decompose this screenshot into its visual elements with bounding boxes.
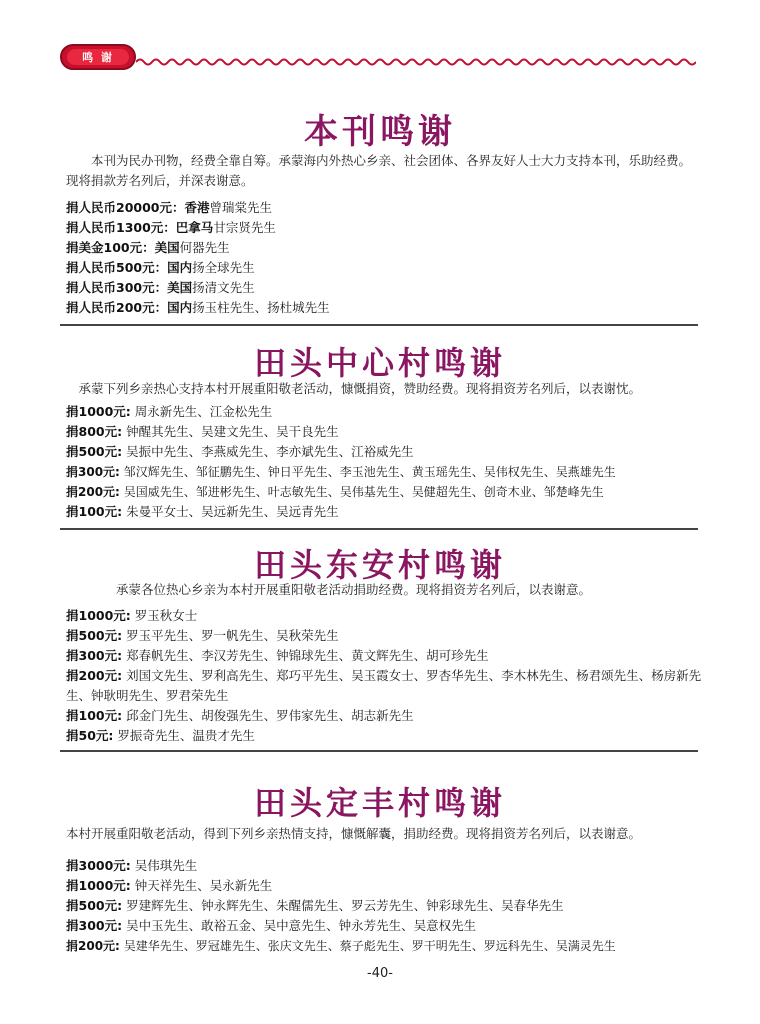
- donor-entry: [66, 606, 706, 626]
- donation-amount: 捐100元:: [66, 708, 123, 723]
- donation-amount: 捐人民币200元：: [66, 300, 168, 315]
- donor-entry: [66, 218, 706, 238]
- donor-entry: [66, 896, 706, 916]
- section-divider: [60, 750, 698, 752]
- donor-names: 周永新先生、江金松先生: [134, 404, 273, 419]
- donor-entry: [66, 278, 706, 298]
- section-intro: 承蒙下列乡亲热心支持本村开展重阳敬老活动，慷慨捐资，赞助经费。现将捐资芳名列后，以表谢忱。: [78, 381, 642, 396]
- donor-region: 美国: [167, 280, 193, 295]
- donor-region: 美国: [154, 240, 180, 255]
- donor-names: 甘宗贤先生: [213, 220, 276, 235]
- donation-amount: 捐300元:: [66, 648, 123, 663]
- donor-list: [66, 856, 706, 956]
- donor-entry: [66, 238, 706, 258]
- section-tab: [60, 44, 136, 70]
- donor-list: [66, 606, 706, 746]
- donation-amount: 捐300元:: [66, 465, 120, 479]
- donor-names: 邱金门先生、胡俊强先生、罗伟家先生、胡志新先生: [126, 708, 414, 723]
- donor-region: 巴拿马: [175, 220, 214, 235]
- donor-names: 吴中玉先生、敢裕五金、吴中意先生、钟永芳先生、吴意权先生: [126, 918, 477, 933]
- donor-names: 吴建华先生、罗冠雄先生、张庆文先生、蔡子彪先生、罗干明先生、罗远科先生、吴满灵先生: [123, 939, 616, 953]
- donor-entry: [66, 462, 706, 482]
- donation-amount: 捐人民币500元：: [66, 260, 168, 275]
- section-title: 田头东安村鸣谢: [253, 546, 506, 584]
- donor-entry: [66, 198, 706, 218]
- donation-amount: 捐500元:: [66, 628, 123, 643]
- donor-names: 罗振奇先生、温贵才先生: [117, 728, 255, 743]
- donation-amount: 捐500元:: [66, 444, 123, 459]
- donor-names: 罗玉秋女士: [134, 608, 198, 623]
- section-intro: 承蒙各位热心乡亲为本村开展重阳敬老活动捐助经费。现将捐资芳名列后，以表谢意。: [116, 582, 592, 597]
- section-intro: 本村开展重阳敬老活动，得到下列乡亲热情支持，慷慨解囊，捐助经费。现将捐资芳名列后，以表谢意。: [66, 826, 642, 841]
- donation-amount: 捐人民币300元：: [66, 280, 168, 295]
- donation-amount: 捐200元:: [66, 939, 120, 953]
- donor-names: 扬玉柱先生、扬杜城先生: [192, 300, 330, 315]
- donor-names: 吴国威先生、邹进彬先生、叶志敏先生、吴伟基先生、吴健超先生、创奇木业、邹楚峰先生: [123, 485, 604, 499]
- donation-amount: 捐3000元:: [66, 858, 131, 873]
- section-tab-label: 鸣 谢: [67, 49, 129, 65]
- donor-list: [66, 198, 706, 318]
- donor-names: 吴伟琪先生: [134, 858, 198, 873]
- donation-amount: 捐人民币20000元：: [66, 200, 185, 215]
- donor-names: 刘国文先生、罗利高先生、郑巧平先生、吴玉霞女士、罗杏华先生、李木林先生、杨君颂先生、杨房新先生、钟耿明先生、罗君荣先生: [66, 668, 702, 703]
- donor-names: 邹汉辉先生、邹征鹏先生、钟日平先生、李玉池先生、黄玉瑶先生、吴伟权先生、吴燕雄先生: [123, 465, 616, 479]
- donor-names: 扬全球先生: [192, 260, 255, 275]
- section-title: 本刊鸣谢: [304, 112, 456, 152]
- donor-entry: [66, 916, 706, 936]
- donor-entry: [66, 856, 706, 876]
- donor-entry: [66, 298, 706, 318]
- donor-entry: [66, 876, 706, 896]
- donor-names: 罗建辉先生、钟永辉先生、朱醒儒先生、罗云芳先生、钟彩球先生、吴春华先生: [126, 898, 564, 913]
- donor-names: 曾瑞棠先生: [209, 200, 273, 215]
- donor-entry: [66, 726, 706, 746]
- donor-names: 吴振中先生、李燕威先生、李亦斌先生、江裕威先生: [126, 444, 414, 459]
- donation-amount: 捐人民币1300元：: [66, 220, 176, 235]
- donation-amount: 捐美金100元：: [66, 240, 155, 255]
- donor-region: 国内: [167, 300, 193, 315]
- donor-names: 罗玉平先生、罗一帆先生、吴秋荣先生: [126, 628, 339, 643]
- donation-amount: 捐500元:: [66, 898, 123, 913]
- donor-names: 钟天祥先生、吴永新先生: [134, 878, 273, 893]
- donor-entry: [66, 706, 706, 726]
- donor-entry: [66, 502, 706, 522]
- donation-amount: 捐1000元:: [66, 878, 131, 893]
- donor-names: 扬清文先生: [192, 280, 255, 295]
- section-divider: [60, 324, 698, 326]
- donation-amount: 捐50元:: [66, 728, 114, 743]
- donor-entry: [66, 402, 706, 422]
- donor-entry: [66, 666, 706, 706]
- donation-amount: 捐300元:: [66, 918, 123, 933]
- donor-names: 钟醒其先生、吴建文先生、吴干良先生: [126, 424, 339, 439]
- donation-amount: 捐200元:: [66, 668, 123, 683]
- donation-amount: 捐800元:: [66, 424, 123, 439]
- donor-region: 国内: [167, 260, 193, 275]
- donation-amount: 捐1000元:: [66, 608, 131, 623]
- page-number: -40-: [367, 966, 393, 981]
- donation-amount: 捐1000元:: [66, 404, 131, 419]
- donor-names: 朱曼平女士、吴远新先生、吴远青先生: [126, 504, 339, 519]
- section-divider: [60, 528, 698, 530]
- donor-entry: [66, 442, 706, 462]
- donor-entry: [66, 646, 706, 666]
- donor-names: 郑春帆先生、李汉芳先生、钟锦球先生、黄文辉先生、胡可珍先生: [126, 648, 489, 663]
- donation-amount: 捐100元:: [66, 504, 123, 519]
- header-wavy-rule: [136, 56, 696, 68]
- section-title: 田头中心村鸣谢: [253, 344, 506, 382]
- donor-entry: [66, 482, 706, 502]
- donor-entry: [66, 422, 706, 442]
- donor-entry: [66, 936, 706, 956]
- donor-region: 香港: [184, 200, 210, 215]
- donor-list: [66, 402, 706, 522]
- donor-entry: [66, 626, 706, 646]
- donor-entry: [66, 258, 706, 278]
- section-intro: 本刊为民办刊物，经费全靠自筹。承蒙海内外热心乡亲、社会团体、各界友好人士大力支持本刊，乐助经费。现将捐款芳名列后，并深表谢意。: [66, 153, 692, 188]
- donor-names: 何器先生: [179, 240, 230, 255]
- section-title: 田头定丰村鸣谢: [253, 784, 506, 822]
- donation-amount: 捐200元:: [66, 485, 120, 499]
